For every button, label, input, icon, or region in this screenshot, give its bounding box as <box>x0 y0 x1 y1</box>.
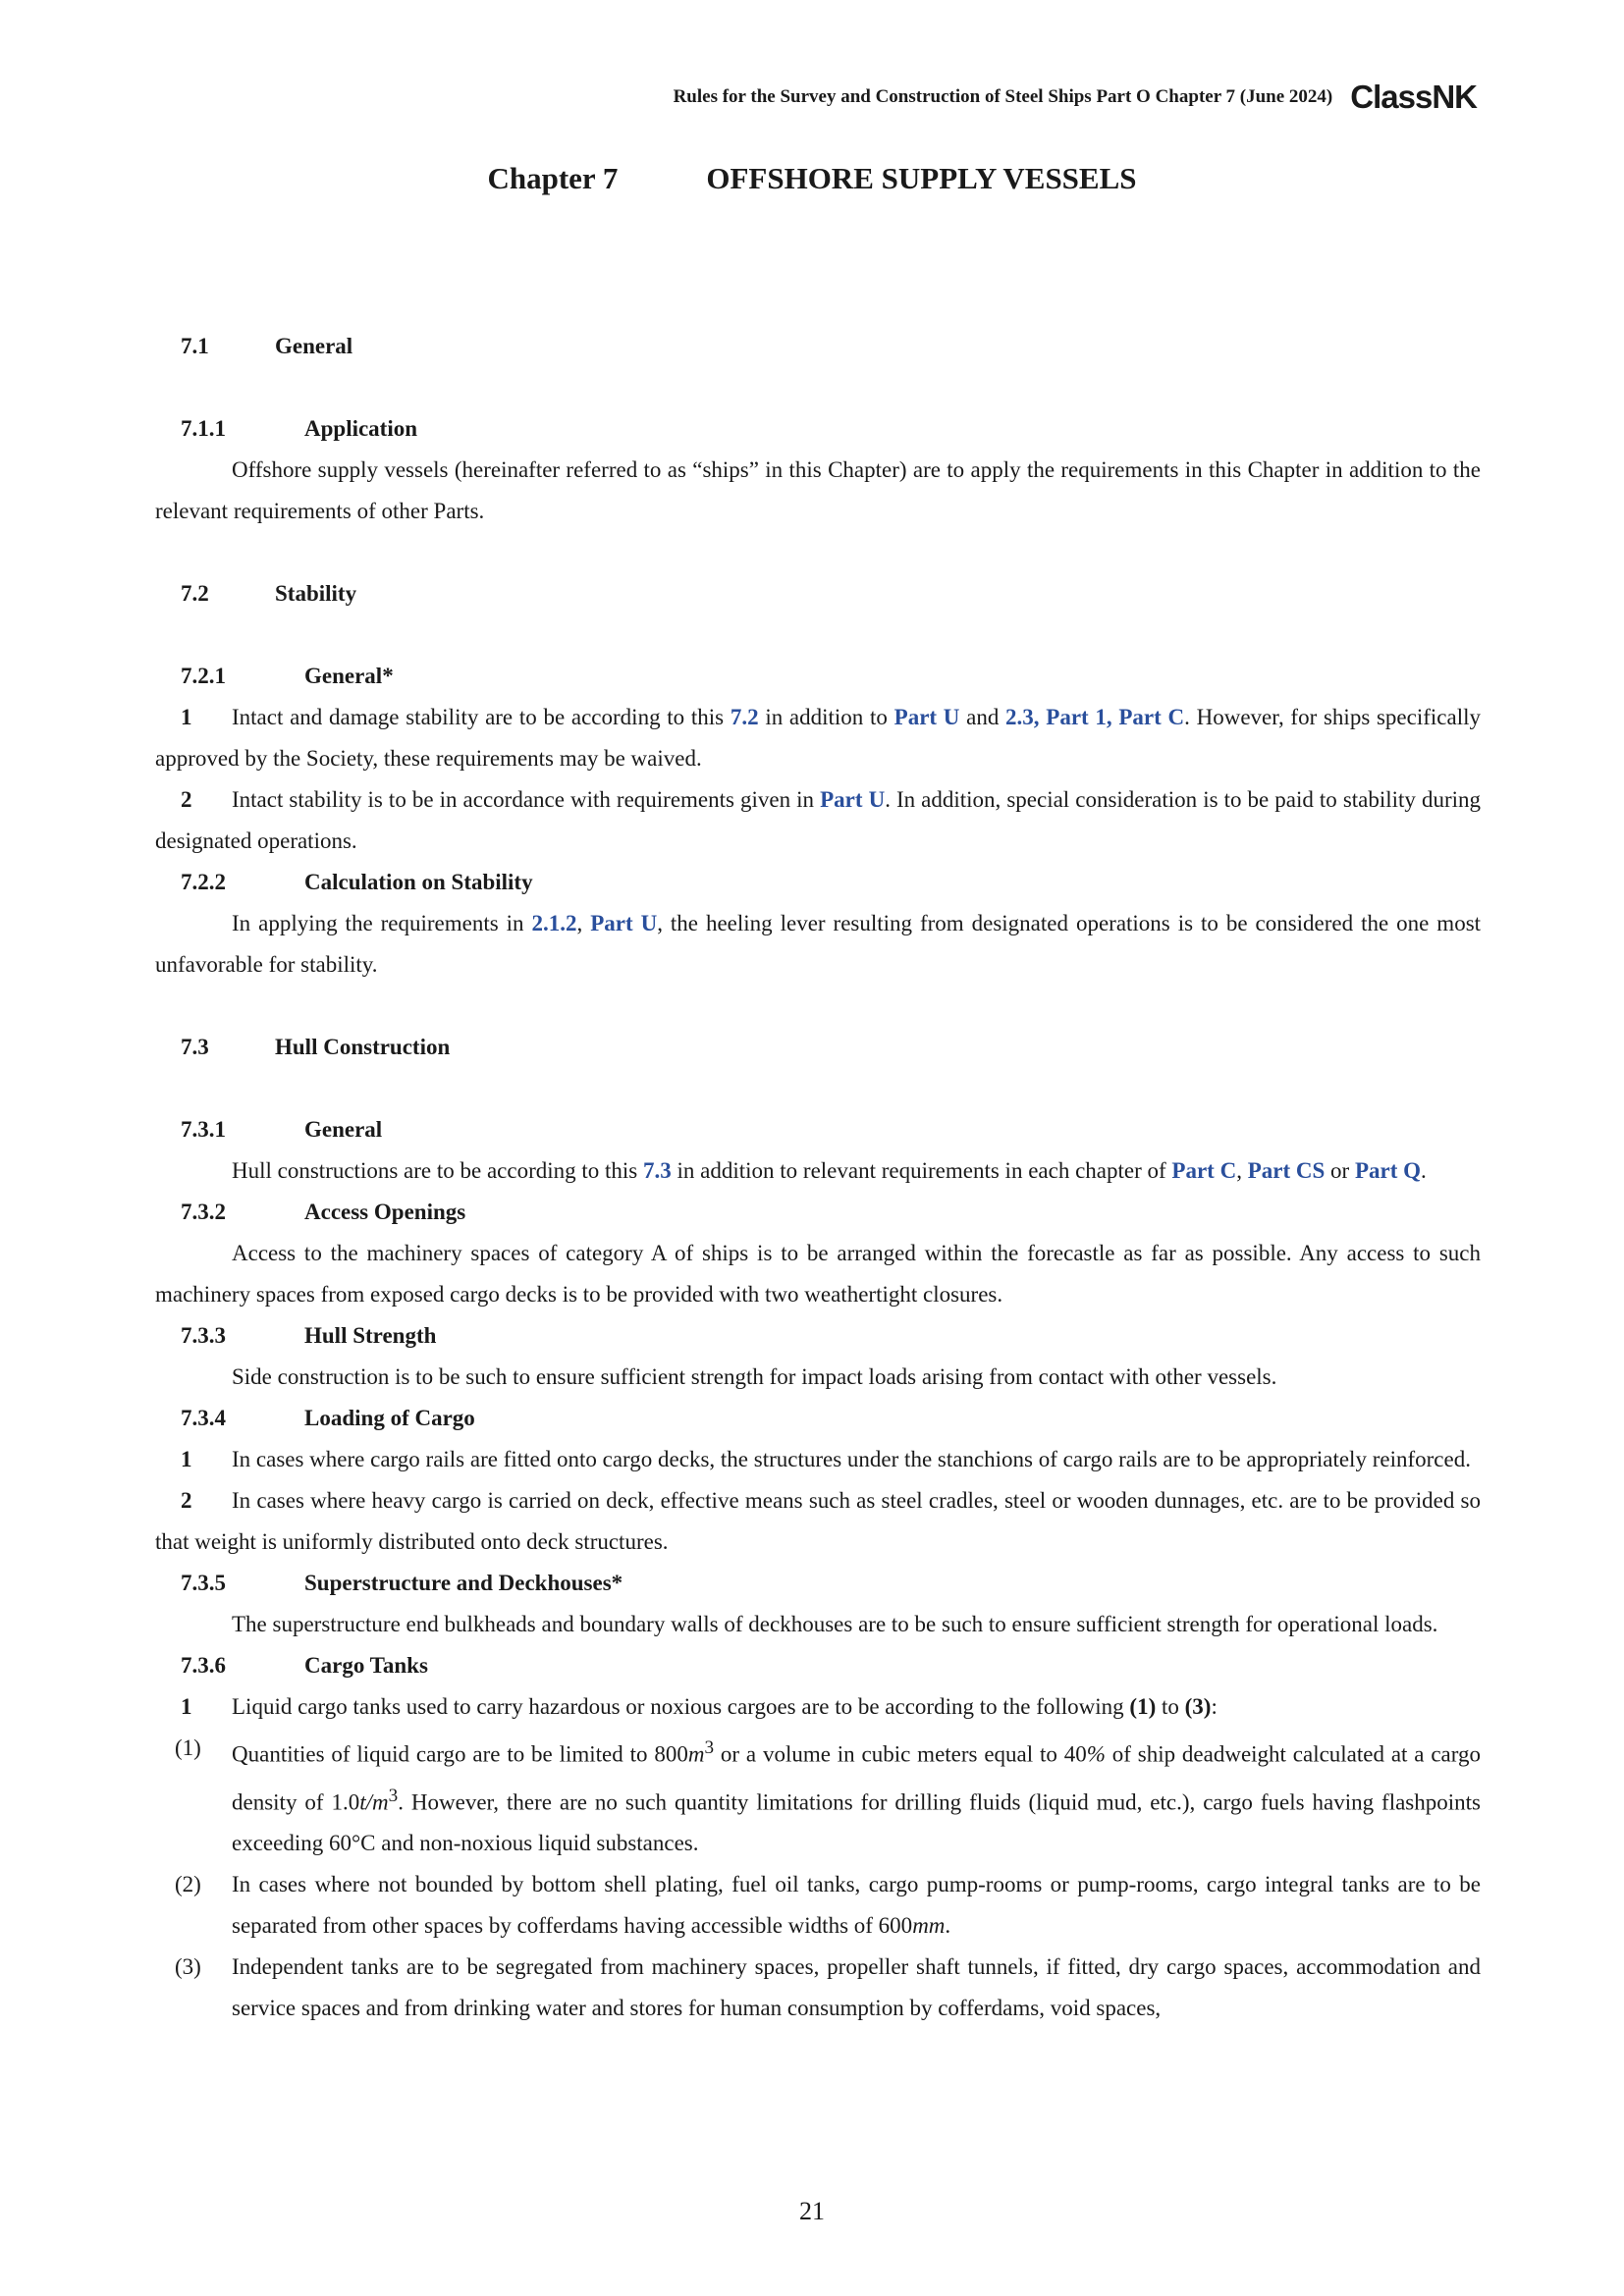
subsection-title: Loading of Cargo <box>304 1406 475 1430</box>
section-title: Hull Construction <box>275 1035 451 1059</box>
list-item-3 <box>155 1947 1481 2029</box>
subsection-heading-7-3-1 <box>155 1109 1481 1150</box>
chapter-title <box>0 161 1624 196</box>
section-number: 7.3 <box>181 1035 209 1059</box>
subsection-heading-7-2-2 <box>155 862 1481 903</box>
link-part-q[interactable]: Part Q <box>1354 1158 1421 1183</box>
paragraph-7-3-5: The superstructure end bulkheads and boundary walls of deckhouses are to be such to ensure sufficient strength for operational loads. <box>232 1612 1438 1636</box>
paragraph-7-3-1: Hull constructions are to be according to this 7.3 in addition to relevant requirements in each chapter of Part C, Part CS or Part Q. <box>232 1158 1427 1183</box>
chapter-name: OFFSHORE SUPPLY VESSELS <box>706 161 1137 195</box>
section-heading-7-3 <box>155 1027 1481 1068</box>
link-7-3[interactable]: 7.3 <box>643 1158 672 1183</box>
link-2-3-part-1-part-c[interactable]: 2.3, Part 1, Part C <box>1005 705 1185 729</box>
subsection-number: 7.3.5 <box>181 1571 226 1595</box>
paragraph-7-1-1: Offshore supply vessels (hereinafter referred to as “ships” in this Chapter) are to apply the requirements in this Chapter in addition to the relevant requirements of other Parts. <box>155 457 1481 523</box>
subsection-number: 7.2.1 <box>181 664 226 688</box>
subsection-title: General* <box>304 664 394 688</box>
subsection-heading-7-3-6 <box>155 1645 1481 1686</box>
paragraph-7-3-3: Side construction is to be such to ensure sufficient strength for impact loads arising from contact with other vessels. <box>232 1364 1277 1389</box>
paragraph-number: 2 <box>181 787 192 812</box>
paragraph-7-3-4-2: 2 In cases where heavy cargo is carried on deck, effective means such as steel cradles, steel or wooden dunnages, etc. are to be provided so that weight is uniformly distributed onto deck structures. <box>155 1480 1481 1563</box>
document-body <box>155 326 1481 2029</box>
list-number: (3) <box>175 1954 201 1980</box>
list-item-2 <box>155 1864 1481 1947</box>
section-title: General <box>275 334 353 358</box>
link-part-u[interactable]: Part U <box>893 705 960 729</box>
subsection-number: 7.3.1 <box>181 1117 226 1142</box>
link-part-u[interactable]: Part U <box>590 911 658 935</box>
subsection-heading-7-3-5 <box>155 1563 1481 1604</box>
section-number: 7.2 <box>181 581 209 606</box>
list-item-1 <box>155 1728 1481 1864</box>
subsection-number: 7.2.2 <box>181 870 226 894</box>
page-number: 21 <box>799 2197 825 2225</box>
section-number: 7.1 <box>181 334 209 358</box>
link-part-cs[interactable]: Part CS <box>1247 1158 1326 1183</box>
section-heading-7-1 <box>155 326 1481 367</box>
subsection-heading-7-3-4 <box>155 1398 1481 1439</box>
subsection-heading-7-1-1 <box>155 408 1481 450</box>
subsection-number: 7.3.2 <box>181 1200 226 1224</box>
subsection-title: Superstructure and Deckhouses* <box>304 1571 623 1595</box>
paragraph-7-3-4-1: 1 In cases where cargo rails are fitted onto cargo decks, the structures under the stanchions of cargo rails are to be appropriately reinforced. <box>155 1439 1481 1480</box>
subsection-number: 7.3.4 <box>181 1406 226 1430</box>
link-part-c[interactable]: Part C <box>1171 1158 1237 1183</box>
paragraph-number: 1 <box>181 1694 192 1719</box>
subsection-number: 7.1.1 <box>181 416 226 441</box>
paragraph-number: 1 <box>181 705 192 729</box>
link-7-2[interactable]: 7.2 <box>730 705 759 729</box>
link-part-u[interactable]: Part U <box>820 787 886 812</box>
subsection-title: Access Openings <box>304 1200 466 1224</box>
subsection-heading-7-2-1 <box>155 656 1481 697</box>
paragraph-7-3-2: Access to the machinery spaces of category A of ships is to be arranged within the forecastle as far as possible. Any access to such machinery spaces from exposed cargo decks is to be provided with two weathertight closures. <box>155 1241 1481 1307</box>
paragraph-7-3-6-1: 1 Liquid cargo tanks used to carry hazardous or noxious cargoes are to be according to the following (1) to (3): <box>155 1686 1481 1728</box>
list-number: (1) <box>175 1735 201 1760</box>
subsection-title: Calculation on Stability <box>304 870 533 894</box>
subsection-title: Cargo Tanks <box>304 1653 428 1678</box>
subsection-heading-7-3-3 <box>155 1315 1481 1357</box>
subsection-title: Application <box>304 416 418 441</box>
subsection-heading-7-3-2 <box>155 1192 1481 1233</box>
subsection-title: General <box>304 1117 383 1142</box>
classnk-logo: ClassNK <box>1350 79 1477 115</box>
subsection-number: 7.3.3 <box>181 1323 226 1348</box>
link-2-1-2[interactable]: 2.1.2 <box>531 911 577 935</box>
list-text: Quantities of liquid cargo are to be limited to $800m^3$ or a volume in cubic meters equal to 40% of ship deadweight calculated at a cargo density of $1.0t/m^3$. However, there are no such quantity limitations for drilling fluids (liquid mud, etc.), cargo fuels having flashpoints exceeding 60°C and non-noxious liquid substances. <box>232 1737 1481 1856</box>
list-text: Independent tanks are to be segregated from machinery spaces, propeller shaft tunnels, if fitted, dry cargo spaces, accommodation and service spaces and from drinking water and stores for human consumption by cofferdams, void spaces, <box>232 1954 1481 2021</box>
subsection-number: 7.3.6 <box>181 1653 226 1678</box>
subsection-title: Hull Strength <box>304 1323 437 1348</box>
paragraph-7-2-1-1: 1 Intact and damage stability are to be according to this 7.2 in addition to Part U and 2.3, Part 1, Part C. However, for ships specifically approved by the Society, these requirements may be waived. <box>155 697 1481 779</box>
list-number: (2) <box>175 1872 201 1897</box>
paragraph-number: 1 <box>181 1447 192 1471</box>
paragraph-number: 2 <box>181 1488 192 1513</box>
chapter-number: Chapter 7 <box>487 161 619 195</box>
running-title: Rules for the Survey and Construction of Steel Ships Part O Chapter 7 (June 2024) <box>673 86 1333 107</box>
list-text: In cases where not bounded by bottom shell plating, fuel oil tanks, cargo pump-rooms or pump-rooms, cargo integral tanks are to be separated from other spaces by cofferdams having accessible widths of 600mm. <box>232 1872 1481 1939</box>
paragraph-7-2-2: In applying the requirements in 2.1.2, Part U, the heeling lever resulting from designated operations is to be considered the one most unfavorable for stability. <box>155 911 1482 977</box>
section-title: Stability <box>275 581 357 606</box>
running-header <box>674 79 1477 116</box>
paragraph-7-2-1-2: 2 Intact stability is to be in accordance with requirements given in Part U. In addition, special consideration is to be paid to stability during designated operations. <box>155 779 1481 862</box>
section-heading-7-2 <box>155 573 1481 614</box>
